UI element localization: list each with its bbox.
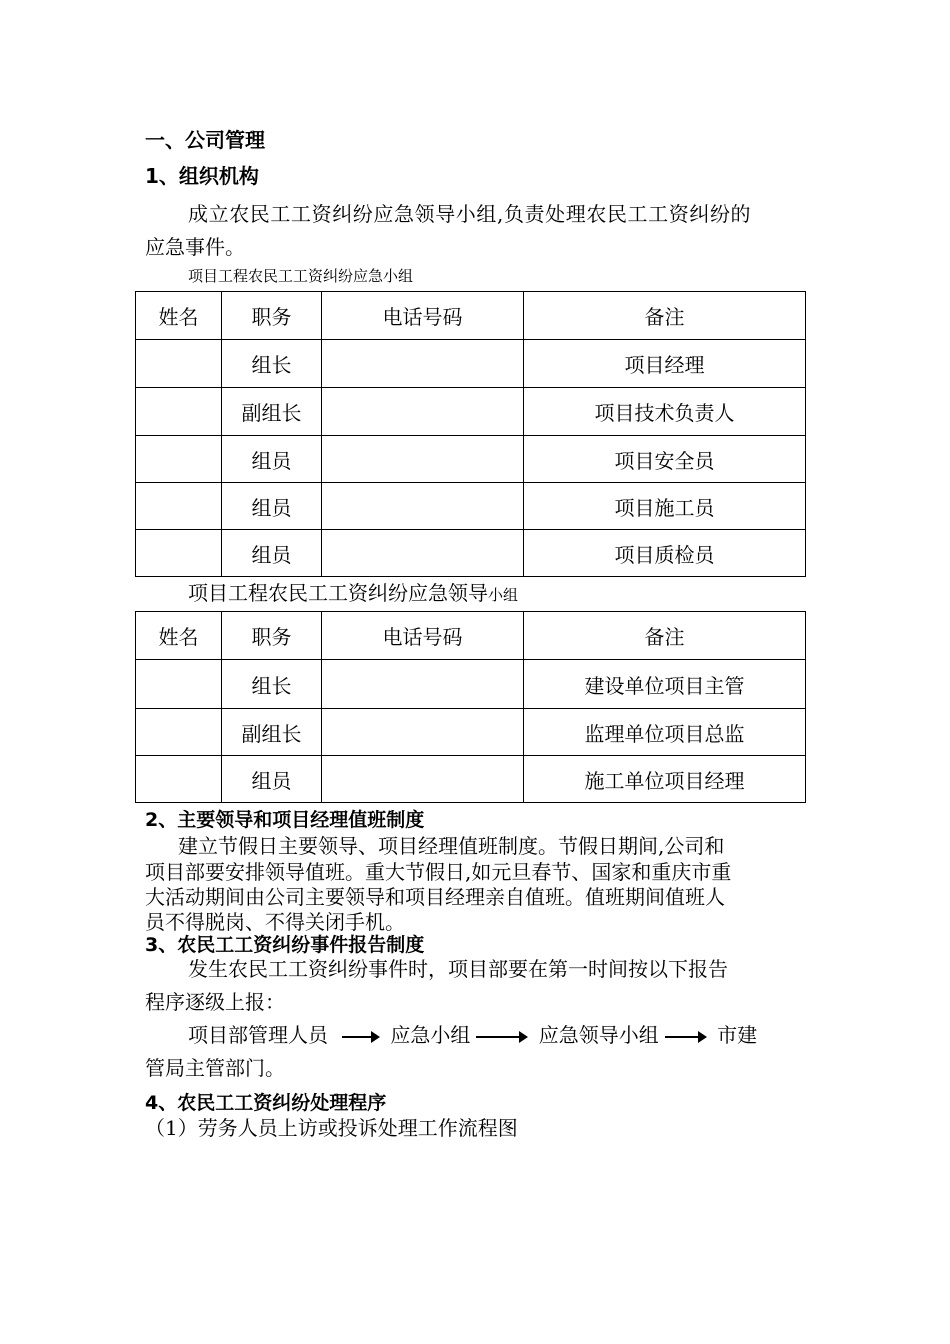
table-header-row bbox=[136, 612, 806, 660]
table-cell: 副组长 bbox=[222, 388, 322, 436]
table-cell: 项目施工员 bbox=[524, 483, 806, 530]
table-cell bbox=[322, 756, 524, 803]
paragraph-line: 项目部要安排领导值班。重大节假日,如元旦春节、国家和重庆市重 bbox=[145, 860, 732, 884]
table-cell bbox=[136, 756, 222, 803]
report-flow bbox=[188, 1019, 757, 1048]
header-cell: 电话号码 bbox=[322, 612, 524, 660]
header-cell: 电话号码 bbox=[322, 292, 524, 340]
org-table-1 bbox=[135, 291, 806, 577]
paragraph-line: 管局主管部门。 bbox=[145, 1056, 285, 1080]
arrow-right-icon bbox=[342, 1036, 378, 1038]
subsection-title: 2、主要领导和项目经理值班制度 bbox=[145, 809, 425, 831]
table-cell bbox=[136, 709, 222, 756]
section-title: 一、公司管理 bbox=[145, 128, 265, 152]
table-cell: 副组长 bbox=[222, 709, 322, 756]
table-row bbox=[136, 483, 806, 530]
table-cell bbox=[136, 530, 222, 577]
table-cell: 建设单位项目主管 bbox=[524, 660, 806, 709]
paragraph-line: 大活动期间由公司主要领导和项目经理亲自值班。值班期间值班人 bbox=[145, 885, 725, 909]
table-row bbox=[136, 388, 806, 436]
table-row bbox=[136, 340, 806, 388]
header-cell: 姓名 bbox=[136, 292, 222, 340]
table-cell: 项目技术负责人 bbox=[524, 388, 806, 436]
org-table-2 bbox=[135, 611, 806, 803]
flow-step: 项目部管理人员 bbox=[188, 1023, 328, 1047]
table-cell bbox=[136, 483, 222, 530]
header-cell: 职务 bbox=[222, 292, 322, 340]
table-header-row bbox=[136, 292, 806, 340]
subsection-title: 3、农民工工资纠纷事件报告制度 bbox=[145, 934, 425, 956]
header-cell: 姓名 bbox=[136, 612, 222, 660]
arrow-right-icon bbox=[476, 1036, 526, 1038]
table-cell: 施工单位项目经理 bbox=[524, 756, 806, 803]
subsection-title: 1、组织机构 bbox=[145, 164, 259, 188]
table-cell: 组员 bbox=[222, 530, 322, 577]
table-cell: 组长 bbox=[222, 660, 322, 709]
flow-step: 应急小组 bbox=[390, 1023, 471, 1047]
table-cell: 组长 bbox=[222, 340, 322, 388]
paragraph-line: 发生农民工工资纠纷事件时，项目部要在第一时间按以下报告 bbox=[188, 957, 728, 981]
table-row bbox=[136, 756, 806, 803]
arrow-right-icon bbox=[665, 1036, 705, 1038]
table-cell bbox=[322, 436, 524, 483]
header-cell: 职务 bbox=[222, 612, 322, 660]
table-cell: 组员 bbox=[222, 756, 322, 803]
paragraph-line: 员不得脱岗、不得关闭手机。 bbox=[145, 910, 405, 934]
paragraph-line: 程序逐级上报： bbox=[145, 990, 285, 1014]
table-cell: 项目安全员 bbox=[524, 436, 806, 483]
table-caption bbox=[188, 577, 518, 606]
table-row bbox=[136, 709, 806, 756]
subsection-title: 4、农民工工资纠纷处理程序 bbox=[145, 1092, 387, 1114]
table-row bbox=[136, 436, 806, 483]
table-row bbox=[136, 660, 806, 709]
table-cell bbox=[322, 709, 524, 756]
table-cell: 组员 bbox=[222, 483, 322, 530]
table-cell: 监理单位项目总监 bbox=[524, 709, 806, 756]
table-caption-main: 项目工程农民工工资纠纷应急领导 bbox=[188, 581, 488, 605]
table-caption: 项目工程农民工工资纠纷应急小组 bbox=[188, 267, 414, 285]
flow-step: 市建 bbox=[717, 1023, 758, 1047]
header-cell: 备注 bbox=[524, 612, 806, 660]
paragraph-line: 成立农民工工资纠纷应急领导小组,负责处理农民工工资纠纷的 bbox=[188, 202, 752, 226]
table-cell bbox=[322, 660, 524, 709]
paragraph-line: 建立节假日主要领导、项目经理值班制度。节假日期间,公司和 bbox=[178, 834, 725, 858]
table-cell bbox=[322, 530, 524, 577]
table-cell: 项目质检员 bbox=[524, 530, 806, 577]
table-caption-tail: 小组 bbox=[488, 586, 519, 604]
table-cell: 项目经理 bbox=[524, 340, 806, 388]
list-item: （1）劳务人员上访或投诉处理工作流程图 bbox=[145, 1116, 518, 1140]
table-cell bbox=[322, 340, 524, 388]
header-cell: 备注 bbox=[524, 292, 806, 340]
table-cell bbox=[322, 483, 524, 530]
table-cell bbox=[136, 660, 222, 709]
table-cell bbox=[136, 340, 222, 388]
table-cell: 组员 bbox=[222, 436, 322, 483]
table-cell bbox=[322, 388, 524, 436]
flow-step: 应急领导小组 bbox=[538, 1023, 659, 1047]
paragraph-line: 应急事件。 bbox=[145, 235, 245, 259]
table-cell bbox=[136, 436, 222, 483]
table-cell bbox=[136, 388, 222, 436]
table-row bbox=[136, 530, 806, 577]
